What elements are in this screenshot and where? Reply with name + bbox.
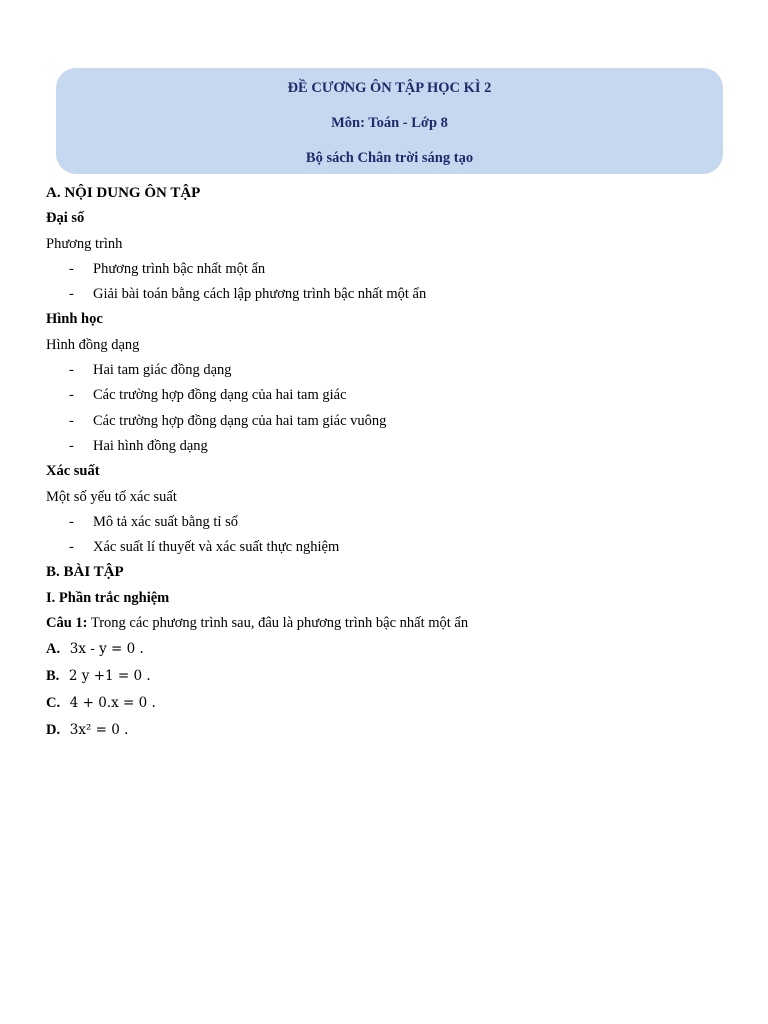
list-item <box>46 282 726 307</box>
probability-topic: Một số yếu tố xác suất <box>46 488 177 505</box>
list-item <box>46 434 726 459</box>
geometry-heading: Hình học <box>46 311 103 328</box>
bullet-dash: - <box>69 260 74 277</box>
document-title: ĐỀ CƯƠNG ÔN TẬP HỌC KÌ 2 <box>287 80 492 96</box>
list-item <box>46 409 726 434</box>
option-text: 3x - y = 0 . <box>69 641 144 658</box>
multiple-choice-heading: I. Phần trắc nghiệm <box>46 589 170 606</box>
list-item <box>46 535 726 560</box>
list-item <box>46 358 726 383</box>
answer-option-c <box>46 690 726 717</box>
bullet-dash: - <box>69 362 74 379</box>
option-text: 4 + 0.x = 0 . <box>69 695 156 712</box>
list-item-text: Các trường hợp đồng dạng của hai tam giác vuông <box>93 412 387 429</box>
question-label: Câu 1: <box>46 615 88 632</box>
bullet-dash: - <box>69 513 74 530</box>
list-item-text: Hai tam giác đồng dạng <box>93 362 232 379</box>
document-header-box <box>56 68 723 174</box>
bullet-dash: - <box>69 412 74 429</box>
section-a-title: A. NỘI DUNG ÔN TẬP <box>46 185 201 201</box>
algebra-topic: Phương trình <box>46 235 123 252</box>
list-item-text: Hai hình đồng dạng <box>93 437 208 454</box>
list-item-text: Mô tả xác suất bằng tỉ số <box>93 513 238 530</box>
answer-option-b <box>46 663 726 690</box>
document-body <box>46 181 726 744</box>
list-item-text: Các trường hợp đồng dạng của hai tam giác <box>93 387 347 404</box>
question-text: Trong các phương trình sau, đâu là phương trình bậc nhất một ẩn <box>90 615 469 632</box>
geometry-topic: Hình đồng dạng <box>46 336 140 353</box>
option-letter: C. <box>46 695 61 712</box>
document-book-series: Bộ sách Chân trời sáng tạo <box>305 150 474 166</box>
bullet-dash: - <box>69 286 74 303</box>
list-item <box>46 257 726 282</box>
bullet-dash: - <box>69 539 74 556</box>
option-letter: D. <box>46 722 61 739</box>
list-item <box>46 510 726 535</box>
bullet-dash: - <box>69 387 74 404</box>
list-item-text: Giải bài toán bằng cách lập phương trình bậc nhất một ẩn <box>93 286 427 303</box>
option-letter: A. <box>46 641 61 658</box>
answer-option-a <box>46 636 726 663</box>
algebra-heading: Đại số <box>46 210 85 227</box>
section-b-title: B. BÀI TẬP <box>46 564 124 581</box>
answer-option-d <box>46 717 726 744</box>
bullet-dash: - <box>69 437 74 454</box>
document-subject: Môn: Toán - Lớp 8 <box>331 115 448 131</box>
list-item-text: Xác suất lí thuyết và xác suất thực nghiệm <box>93 539 340 556</box>
list-item <box>46 383 726 408</box>
option-letter: B. <box>46 668 60 685</box>
question-1 <box>46 611 726 636</box>
probability-heading: Xác suất <box>46 463 100 480</box>
list-item-text: Phương trình bậc nhất một ẩn <box>93 260 266 277</box>
option-text: 2 y +1 = 0 . <box>68 668 151 685</box>
option-text: 3x² = 0 . <box>69 722 129 739</box>
